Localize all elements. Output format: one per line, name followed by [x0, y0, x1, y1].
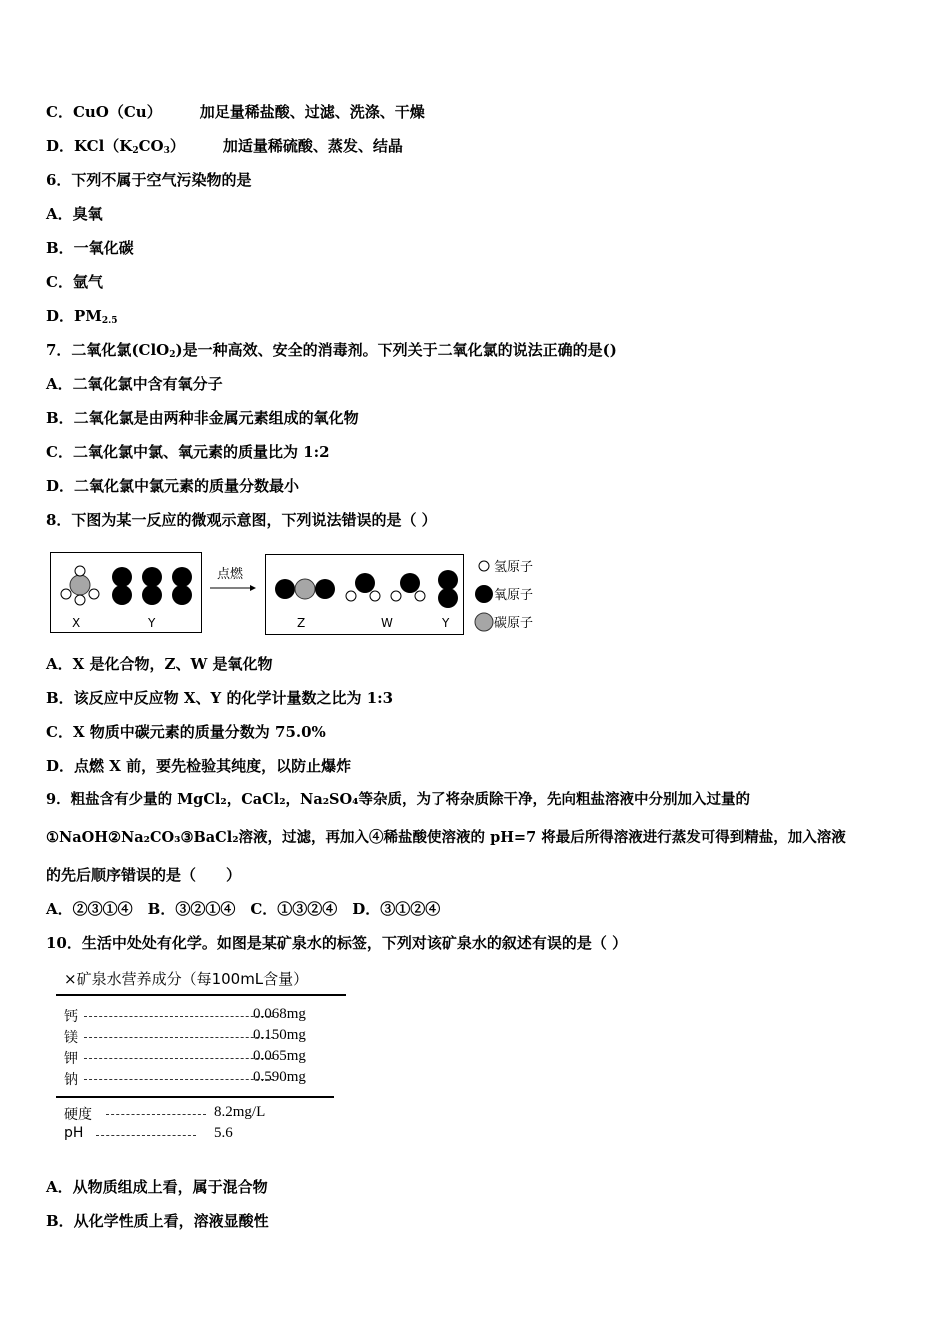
legend-hydrogen: 氢原子: [494, 560, 534, 575]
q10-option-b: B．从化学性质上看，溶液显酸性: [46, 1212, 269, 1230]
ph-value: 5.6: [214, 1125, 233, 1141]
water-molecule-w2: [391, 573, 425, 601]
nutrient-name: 钙: [64, 1009, 78, 1025]
dash-leader: [96, 1135, 196, 1136]
q8-option-a: A．X 是化合物，Z、W 是氧化物: [46, 655, 273, 673]
label-x: X: [72, 616, 81, 630]
q6-option-a: A．臭氧: [46, 205, 103, 223]
nutrient-row: [56, 1027, 356, 1048]
nutrient-row: [56, 1048, 356, 1069]
oxygen-molecule-y2: [438, 570, 458, 608]
hardness-row: [56, 1104, 356, 1125]
q6d-text: D．PM: [46, 307, 102, 325]
q5c-method: 加足量稀盐酸、过滤、洗涤、干燥: [199, 103, 425, 121]
nutrient-name: 钾: [64, 1051, 78, 1067]
q9-options: A．②③①④ B．③②①④ C．①③②④ D．③①②④: [46, 900, 441, 918]
hardness-label: 硬度: [64, 1107, 92, 1123]
dash-leader: [84, 1037, 274, 1038]
q5d-text: D．KCl（K: [46, 137, 133, 155]
q6-option-d: [46, 306, 118, 331]
q6-option-c: C．氩气: [46, 273, 103, 291]
methane-molecule-x: [61, 566, 99, 605]
q7-post: )是一种高效、安全的消毒剂。下列关于二氧化氯的说法正确的是(): [175, 341, 617, 359]
q5c-formula: C．CuO（Cu）: [46, 103, 162, 121]
q7-stem: [46, 340, 617, 365]
nutrient-value: 0.065mg: [253, 1048, 306, 1064]
nutrient-name: 镁: [64, 1030, 78, 1046]
water-molecule-w1: [346, 573, 380, 601]
q8-option-d: D．点燃 X 前，要先检验其纯度，以防止爆炸: [46, 757, 352, 775]
legend-oxygen-swatch: [475, 585, 493, 603]
q6-stem: 6．下列不属于空气污染物的是: [46, 171, 252, 189]
q5d-sub1: 2: [132, 146, 139, 156]
label-w: W: [381, 616, 393, 630]
nutrient-value: 0.068mg: [253, 1006, 306, 1022]
nutrient-value: 0.590mg: [253, 1069, 306, 1085]
nutrient-row: [56, 1006, 356, 1027]
reaction-diagram: [50, 552, 550, 638]
q10-stem: 10．生活中处处有化学。如图是某矿泉水的标签，下列对该矿泉水的叙述有误的是（ ）: [46, 934, 628, 952]
label-title: ×矿泉水营养成分（每100mL含量）: [56, 968, 346, 996]
q9-stem-line2: ①NaOH②Na₂CO₃③BaCl₂溶液，过滤，再加入④稀盐酸使溶液的 pH=7 将最后所得溶液进行蒸发可得到精盐，加入溶液: [46, 829, 846, 846]
q5-option-c: [46, 102, 425, 122]
ph-row: [56, 1125, 356, 1146]
q7-option-c: C．二氧化氯中氯、氧元素的质量比为 1:2: [46, 443, 330, 461]
q9-stem-line1: 9．粗盐含有少量的 MgCl₂，CaCl₂，Na₂SO₄等杂质，为了将杂质除干净，先向粗盐溶液中分别加入过量的: [46, 791, 751, 808]
nutrient-value: 0.150mg: [253, 1027, 306, 1043]
nutrient-name: 钠: [64, 1072, 78, 1088]
q7-sub: 2: [169, 350, 176, 360]
co2-molecule-z: [275, 579, 335, 599]
q6d-sub: 2.5: [101, 316, 118, 326]
product-box: [266, 555, 464, 635]
ph-label: pH: [64, 1125, 84, 1141]
q7-pre: 7．二氧化氯(ClO: [46, 341, 170, 359]
q5-option-d: [46, 136, 403, 161]
legend-oxygen: 氧原子: [494, 588, 534, 603]
q7-option-b: B．二氧化氯是由两种非金属元素组成的氧化物: [46, 409, 359, 427]
oxygen-molecules-y: [112, 567, 192, 605]
dash-leader: [84, 1058, 274, 1059]
dash-leader: [84, 1016, 274, 1017]
nutrient-row: [56, 1069, 356, 1090]
label-z: Z: [297, 616, 306, 630]
q9-stem-line3: 的先后顺序错误的是（ ）: [46, 866, 242, 884]
q8-option-c: C．X 物质中碳元素的质量分数为 75.0%: [46, 723, 326, 741]
q8-option-b: B．该反应中反应物 X、Y 的化学计量数之比为 1:3: [46, 689, 394, 707]
q10-option-a: A．从物质组成上看，属于混合物: [46, 1178, 268, 1196]
q5d-post: ）: [169, 137, 185, 155]
q8-stem: 8．下图为某一反应的微观示意图，下列说法错误的是（ ）: [46, 511, 437, 529]
q7-option-d: D．二氧化氯中氯元素的质量分数最小: [46, 477, 300, 495]
legend-hydrogen-swatch: [479, 561, 489, 571]
q7-option-a: A．二氧化氯中含有氧分子: [46, 375, 223, 393]
reaction-arrow: [210, 585, 256, 591]
hardness-value: 8.2mg/L: [214, 1104, 266, 1120]
dash-leader: [84, 1079, 274, 1080]
legend-carbon: 碳原子: [494, 616, 534, 631]
arrow-label: 点燃: [217, 567, 244, 582]
mineral-water-label: [56, 968, 356, 1146]
legend-carbon-swatch: [475, 613, 493, 631]
legend: [475, 560, 533, 631]
q6-option-b: B．一氧化碳: [46, 239, 134, 257]
label-y2: Y: [442, 616, 450, 630]
q5d-method: 加适量稀硫酸、蒸发、结晶: [222, 137, 403, 155]
q5d-sub2: 3: [163, 146, 170, 156]
q5d-mid: CO: [138, 137, 164, 155]
dash-leader: [106, 1114, 206, 1115]
label-y1: Y: [148, 616, 156, 630]
